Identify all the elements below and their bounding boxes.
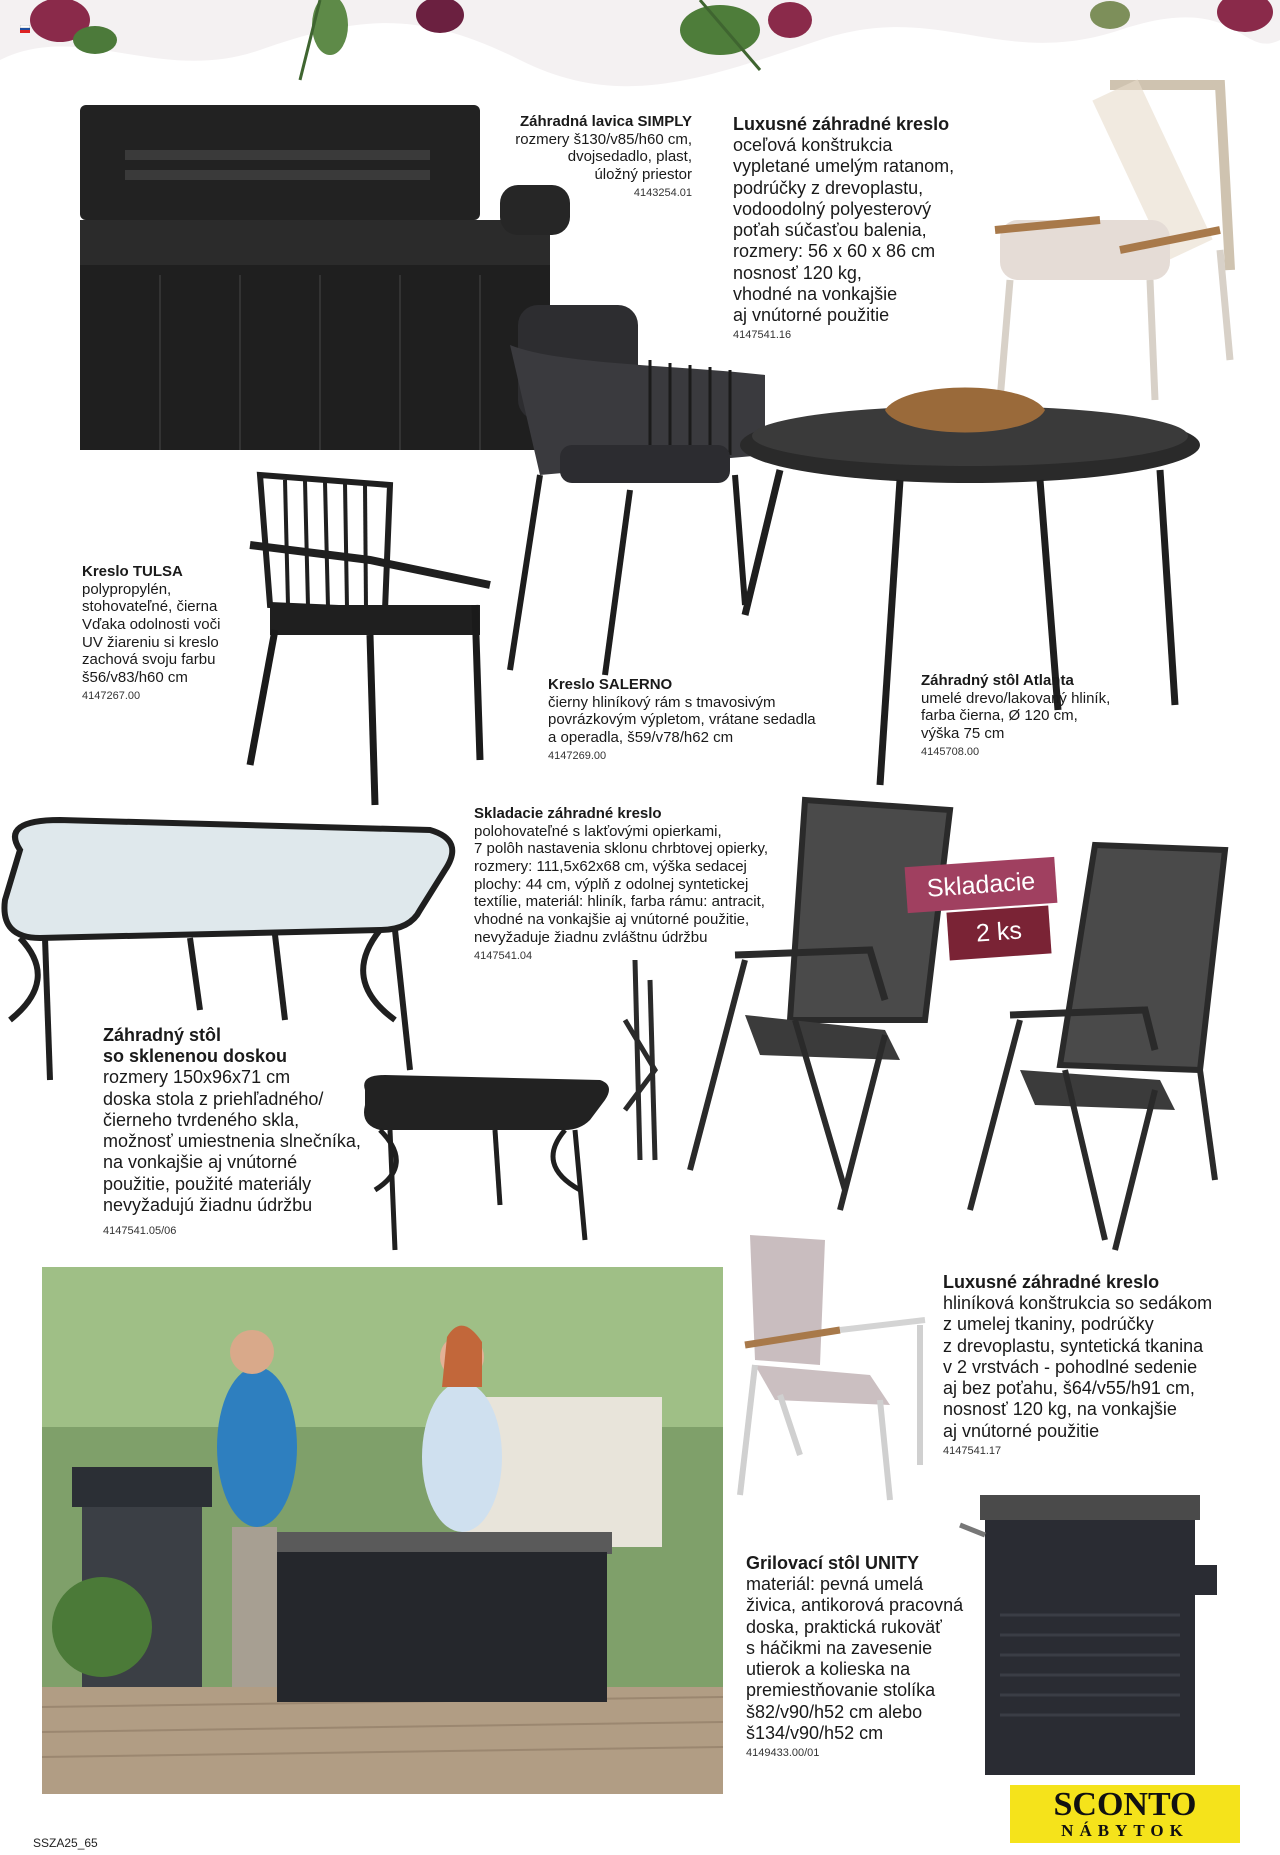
tulsa-code: 4147267.00 <box>82 689 141 702</box>
black-glass-table-image <box>355 1075 615 1250</box>
luxury-chair-2-image <box>740 1235 930 1500</box>
folding-chair-code: 4147541.04 <box>474 949 533 962</box>
glass-table-desc: rozmery 150x96x71 cm doska stola z priehľadného/ čierneho tvrdeného skla, možnosť umiestnenia slnečníka, na vonkajšie aj vnútorné použitie, použité materiály nevyžadujú žiadnu údržbu <box>103 1067 361 1215</box>
folded-chair-image <box>615 960 665 1160</box>
glass-table-text <box>103 1025 383 1216</box>
folding-badge: Skladacie <box>905 857 1058 913</box>
luxury-chair-desc: oceľová konštrukcia vypletané umelým ratanom, podrúčky z drevoplastu, vodoodolný polyesterový poťah súčasťou balenia, rozmery: 56 x 60 x 86 cm nosnosť 120 kg, vhodné na vonkajšie aj vnútorné použitie <box>733 135 955 326</box>
salerno-chair-image <box>500 305 770 675</box>
tulsa-title: Kreslo TULSA <box>82 563 183 580</box>
bench-desc: rozmery š130/v85/h60 cm, dvojsedadlo, plast, úložný priestor <box>515 130 692 184</box>
folding-chair-title: Skladacie záhradné kreslo <box>474 805 662 822</box>
tulsa-text <box>82 563 252 703</box>
luxury-chair-text <box>733 114 993 342</box>
quantity-badge: 2 ks <box>946 906 1051 961</box>
luxury-chair-2-text <box>943 1272 1243 1458</box>
unity-text <box>746 1553 986 1760</box>
salerno-desc: čierny hliníkový rám s tmavosivým povrázkovým výpletom, vrátane sedadla a operadla, š59/v78/h62 cm <box>548 693 816 747</box>
bench-title: Záhradná lavica SIMPLY <box>519 113 692 130</box>
luxury-chair-2-desc: hliníková konštrukcia so sedákom z umelej tkaniny, podrúčky z drevoplastu, syntetická tkanina v 2 vrstvách - pohodlné sedenie aj bez poťahu, š64/v55/h91 cm, nosnosť 120 kg, na vonkajšie aj vnútorné použitie <box>943 1293 1213 1441</box>
sconto-logo <box>1010 1785 1240 1843</box>
bench-text <box>455 113 692 200</box>
salerno-code: 4147269.00 <box>548 749 607 762</box>
unity-desc: materiál: pevná umelá živica, antikorová pracovná doska, praktická rukoväť s háčikmi na zavesenie utierok a kolieska na premiestňovanie stolíka š82/v90/h52 cm alebo š134/v90/h52 cm <box>746 1574 964 1743</box>
bench-code: 4143254.01 <box>633 186 692 199</box>
page-code: SSZA25_65 <box>33 1836 98 1850</box>
logo-line2: NÁBYTOK <box>1061 1821 1189 1840</box>
luxury-chair-2-title: Luxusné záhradné kreslo <box>943 1272 1160 1292</box>
unity-table-image <box>960 1495 1220 1780</box>
luxury-chair-image <box>990 80 1240 400</box>
atlanta-title: Záhradný stôl Atlanta <box>921 672 1074 689</box>
luxury-chair-code: 4147541.16 <box>733 329 792 342</box>
salerno-title: Kreslo SALERNO <box>548 676 673 693</box>
atlanta-desc: umelé drevo/lakovaný hliník, farba čierna, Ø 120 cm, výška 75 cm <box>921 689 1111 743</box>
logo-line1: SCONTO <box>1053 1786 1197 1823</box>
lifestyle-photo <box>42 1267 723 1794</box>
luxury-chair-title: Luxusné záhradné kreslo <box>733 114 950 134</box>
tulsa-chair-image <box>240 475 500 805</box>
glass-table-code: 4147541.05/06 <box>103 1225 177 1237</box>
luxury-chair-2-code: 4147541.17 <box>943 1444 1002 1457</box>
glass-table-code-wrap <box>103 1222 303 1238</box>
floral-header-decoration <box>0 0 1280 88</box>
salerno-text <box>548 676 868 763</box>
folding-chair-desc: polohovateľné s lakťovými opierkami, 7 polôh nastavenia sklonu chrbtovej opierky, rozmery: 111,5x62x68 cm, výška sedacej plochy: 44 cm, výplň z odolnej syntetickej textílie, materiál: hliník, farba rámu: antracit, vhodné na vonkajšie aj vnútorné použitie, nevyžaduje žiadnu zvláštnu údržbu <box>474 822 769 946</box>
atlanta-text <box>921 672 1151 759</box>
tulsa-desc: polypropylén, stohovateľné, čierna Vďaka odolnosti voči UV žiareniu si kreslo zachová svoju farbu š56/v83/h60 cm <box>82 580 221 687</box>
flag-icon <box>20 20 30 28</box>
folding-chair-text <box>474 805 814 962</box>
unity-title: Grilovací stôl UNITY <box>746 1553 920 1573</box>
atlanta-code: 4145708.00 <box>921 745 980 758</box>
unity-code: 4149433.00/01 <box>746 1747 820 1760</box>
glass-table-title: Záhradný stôl so sklenenou doskou <box>103 1025 288 1067</box>
